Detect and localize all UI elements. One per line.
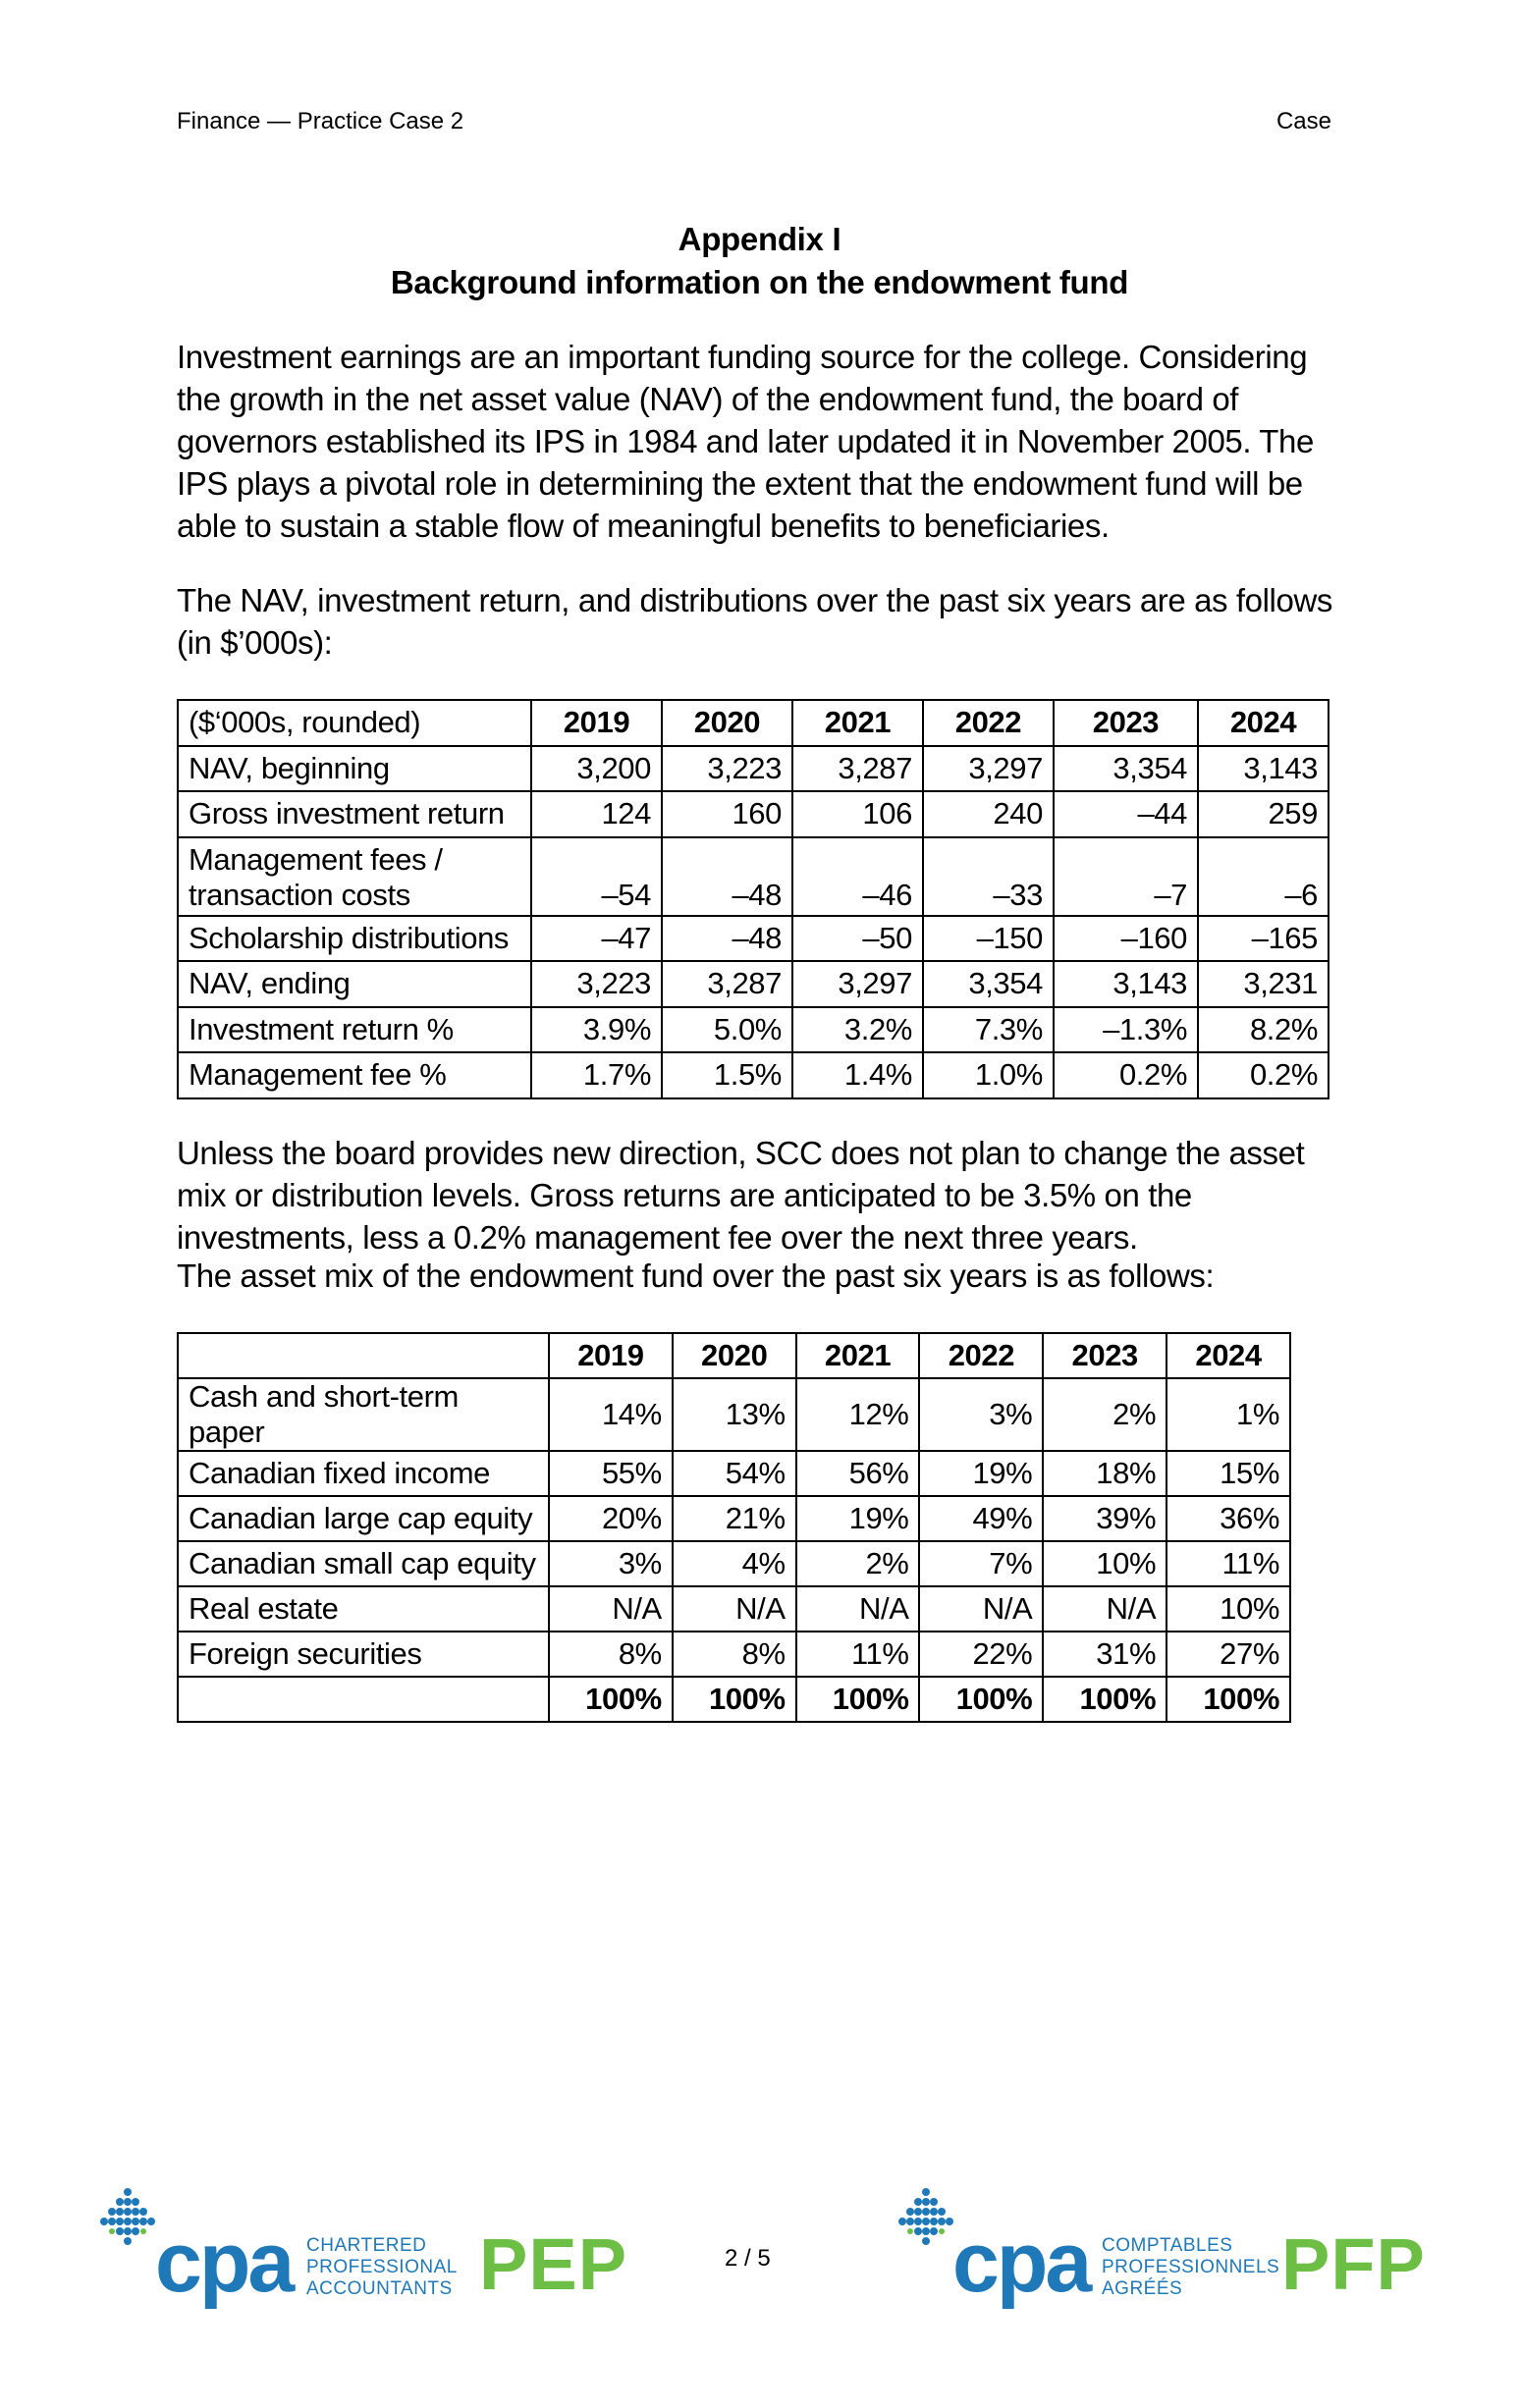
asset-mix-table <box>177 1332 1291 1723</box>
table-cell: 259 <box>1198 791 1329 837</box>
table-cell: 0.2% <box>1054 1052 1198 1098</box>
pep-wordmark: PEP <box>479 2223 628 2305</box>
pfp-wordmark: PFP <box>1281 2223 1426 2305</box>
nav-table-corner-label: ($‘000s, rounded) <box>178 700 531 746</box>
cpa-subtitle-line: ACCOUNTANTS <box>306 2278 453 2299</box>
maple-dots-icon <box>93 2184 162 2263</box>
table-cell: 240 <box>923 791 1054 837</box>
table-cell: 1.4% <box>792 1052 923 1098</box>
table-cell: 3,143 <box>1198 746 1329 792</box>
table-cell: 11% <box>1166 1541 1290 1586</box>
year-header: 2021 <box>792 700 923 746</box>
table-cell: –1.3% <box>1054 1007 1198 1053</box>
table-cell: 8% <box>549 1632 673 1677</box>
table-cell: 3,287 <box>662 961 792 1007</box>
table-cell: –7 <box>1054 837 1198 916</box>
table-cell: 18% <box>1043 1451 1166 1496</box>
mix-table-row <box>178 1586 1290 1632</box>
page-number: 2 / 5 <box>725 2245 771 2272</box>
row-label: Canadian small cap equity <box>178 1541 549 1586</box>
mix-table-row <box>178 1451 1290 1496</box>
mix-table-header-row <box>178 1333 1290 1378</box>
table-cell: 1.5% <box>662 1052 792 1098</box>
row-label-line: transaction costs <box>189 877 410 912</box>
table-cell: N/A <box>549 1586 673 1632</box>
table-cell: 14% <box>549 1378 673 1451</box>
total-cell: 100% <box>796 1677 920 1722</box>
year-header: 2022 <box>923 700 1054 746</box>
table-cell: 3% <box>549 1541 673 1586</box>
row-label: Gross investment return <box>178 791 531 837</box>
total-label-blank <box>178 1677 549 1722</box>
appendix-subheading: Background information on the endowment fund <box>390 264 1129 300</box>
table-cell: 2% <box>796 1541 920 1586</box>
table-cell: 1.0% <box>923 1052 1054 1098</box>
table-cell: 3,287 <box>792 746 923 792</box>
table-cell: 22% <box>919 1632 1043 1677</box>
maple-dots-icon <box>892 2184 960 2263</box>
row-label: NAV, ending <box>178 961 531 1007</box>
table-cell: N/A <box>673 1586 796 1632</box>
table-cell: –165 <box>1198 916 1329 962</box>
row-label: NAV, beginning <box>178 746 531 792</box>
table-cell: 3,354 <box>923 961 1054 1007</box>
table-cell: 1.7% <box>531 1052 662 1098</box>
appendix-heading: Appendix I <box>678 221 841 257</box>
table-cell: N/A <box>919 1586 1043 1632</box>
table-cell: 56% <box>796 1451 920 1496</box>
cpa-subtitle <box>1102 2235 1279 2300</box>
intro-paragraph: Investment earnings are an important funding source for the college. Considering the growth in the net asset value (NAV) of the endowment fund, the board of governors established its IPS in 1984 and later updated it in November 2005. The IPS plays a pivotal role in determining the extent that the endowment fund will be able to sustain a stable flow of meaningful benefits to beneficiaries. <box>177 339 1314 544</box>
row-label: Cash and short-term paper <box>178 1378 549 1451</box>
table-cell: 31% <box>1043 1632 1166 1677</box>
table-cell: –47 <box>531 916 662 962</box>
table-cell: 20% <box>549 1496 673 1541</box>
table-cell: 55% <box>549 1451 673 1496</box>
running-header-left: Finance — Practice Case 2 <box>177 108 464 134</box>
row-label: Investment return % <box>178 1007 531 1053</box>
table-cell: 10% <box>1043 1541 1166 1586</box>
table-cell: N/A <box>796 1586 920 1632</box>
table-cell: –48 <box>662 916 792 962</box>
year-header: 2019 <box>549 1333 673 1378</box>
year-header: 2023 <box>1043 1333 1166 1378</box>
table-cell: –54 <box>531 837 662 916</box>
table-cell: 3% <box>919 1378 1043 1451</box>
cpa-subtitle-line: AGRÉÉS <box>1102 2278 1183 2299</box>
table-cell: 3,200 <box>531 746 662 792</box>
year-header: 2024 <box>1198 700 1329 746</box>
table-cell: 19% <box>919 1451 1043 1496</box>
total-cell: 100% <box>673 1677 796 1722</box>
table-cell: 3,297 <box>792 961 923 1007</box>
table-cell: 10% <box>1166 1586 1290 1632</box>
running-header-right: Case <box>1275 108 1331 134</box>
nav-table-row <box>178 916 1329 962</box>
table-cell: 3.2% <box>792 1007 923 1053</box>
table-cell: –46 <box>792 837 923 916</box>
nav-table-row <box>178 1007 1329 1053</box>
table-cell: 54% <box>673 1451 796 1496</box>
row-label <box>178 837 531 916</box>
table-cell: 4% <box>673 1541 796 1586</box>
row-label: Management fee % <box>178 1052 531 1098</box>
row-label: Canadian large cap equity <box>178 1496 549 1541</box>
table-cell: –160 <box>1054 916 1198 962</box>
table-cell: 0.2% <box>1198 1052 1329 1098</box>
asset-mix-intro: The asset mix of the endowment fund over the past six years is as follows: <box>177 1258 1215 1294</box>
nav-table-row <box>178 791 1329 837</box>
row-label-line: Management fees / <box>189 841 443 877</box>
table-cell: 3,143 <box>1054 961 1198 1007</box>
table-cell: 2% <box>1043 1378 1166 1451</box>
nav-table <box>177 699 1329 1099</box>
year-header: 2022 <box>919 1333 1043 1378</box>
total-cell: 100% <box>1043 1677 1166 1722</box>
year-header: 2019 <box>531 700 662 746</box>
table-cell: 124 <box>531 791 662 837</box>
table-cell: 7.3% <box>923 1007 1054 1053</box>
year-header: 2024 <box>1166 1333 1290 1378</box>
table-cell: 8% <box>673 1632 796 1677</box>
nav-table-row <box>178 746 1329 792</box>
table-cell: 11% <box>796 1632 920 1677</box>
direction-paragraph: Unless the board provides new direction, SCC does not plan to change the asset mix or distribution levels. Gross returns are anticipated to be 3.5% on the investments, less a 0.2% management fee over the next three years. <box>177 1135 1305 1256</box>
cpa-subtitle-line: PROFESSIONAL <box>306 2257 458 2277</box>
cpa-subtitle <box>306 2235 458 2300</box>
appendix-title <box>0 218 1519 304</box>
table-cell: 1% <box>1166 1378 1290 1451</box>
table-cell: –48 <box>662 837 792 916</box>
table-cell: 3,231 <box>1198 961 1329 1007</box>
total-cell: 100% <box>1166 1677 1290 1722</box>
table-cell: 27% <box>1166 1632 1290 1677</box>
mix-table-row <box>178 1378 1290 1451</box>
year-header: 2020 <box>662 700 792 746</box>
mix-table-total-row <box>178 1677 1290 1722</box>
table-cell: –50 <box>792 916 923 962</box>
table-cell: 49% <box>919 1496 1043 1541</box>
year-header: 2020 <box>673 1333 796 1378</box>
table-cell: 3,354 <box>1054 746 1198 792</box>
mix-table-row <box>178 1541 1290 1586</box>
cpa-subtitle-line: PROFESSIONNELS <box>1102 2257 1280 2277</box>
cpa-subtitle-line: COMPTABLES <box>1102 2235 1233 2256</box>
table-cell: 106 <box>792 791 923 837</box>
table-cell: 5.0% <box>662 1007 792 1053</box>
year-header: 2021 <box>796 1333 920 1378</box>
total-cell: 100% <box>549 1677 673 1722</box>
table-cell: 160 <box>662 791 792 837</box>
cpa-subtitle-line: CHARTERED <box>306 2235 427 2256</box>
table-cell: 3,297 <box>923 746 1054 792</box>
row-label: Canadian fixed income <box>178 1451 549 1496</box>
table-cell: 13% <box>673 1378 796 1451</box>
row-label: Foreign securities <box>178 1632 549 1677</box>
year-header: 2023 <box>1054 700 1198 746</box>
table-cell: –33 <box>923 837 1054 916</box>
table-cell: 21% <box>673 1496 796 1541</box>
cpa-wordmark: cpa <box>155 2216 293 2310</box>
mix-table-row <box>178 1496 1290 1541</box>
table-cell: 7% <box>919 1541 1043 1586</box>
nav-table-header-row <box>178 700 1329 746</box>
mix-table-corner <box>178 1333 549 1378</box>
total-cell: 100% <box>919 1677 1043 1722</box>
table-cell: –6 <box>1198 837 1329 916</box>
nav-table-row <box>178 961 1329 1007</box>
nav-intro-paragraph: The NAV, investment return, and distributions over the past six years are as follows (in $’000s): <box>177 582 1332 661</box>
nav-table-row <box>178 1052 1329 1098</box>
table-cell: 39% <box>1043 1496 1166 1541</box>
table-cell: 3,223 <box>531 961 662 1007</box>
table-cell: –44 <box>1054 791 1198 837</box>
table-cell: 3.9% <box>531 1007 662 1053</box>
cpa-wordmark: cpa <box>952 2216 1090 2310</box>
table-cell: 12% <box>796 1378 920 1451</box>
table-cell: 15% <box>1166 1451 1290 1496</box>
table-cell: 19% <box>796 1496 920 1541</box>
row-label: Scholarship distributions <box>178 916 531 962</box>
table-cell: 3,223 <box>662 746 792 792</box>
nav-table-row <box>178 837 1329 916</box>
table-cell: –150 <box>923 916 1054 962</box>
table-cell: 36% <box>1166 1496 1290 1541</box>
table-cell: 8.2% <box>1198 1007 1329 1053</box>
table-cell: N/A <box>1043 1586 1166 1632</box>
row-label: Real estate <box>178 1586 549 1632</box>
mix-table-row <box>178 1632 1290 1677</box>
